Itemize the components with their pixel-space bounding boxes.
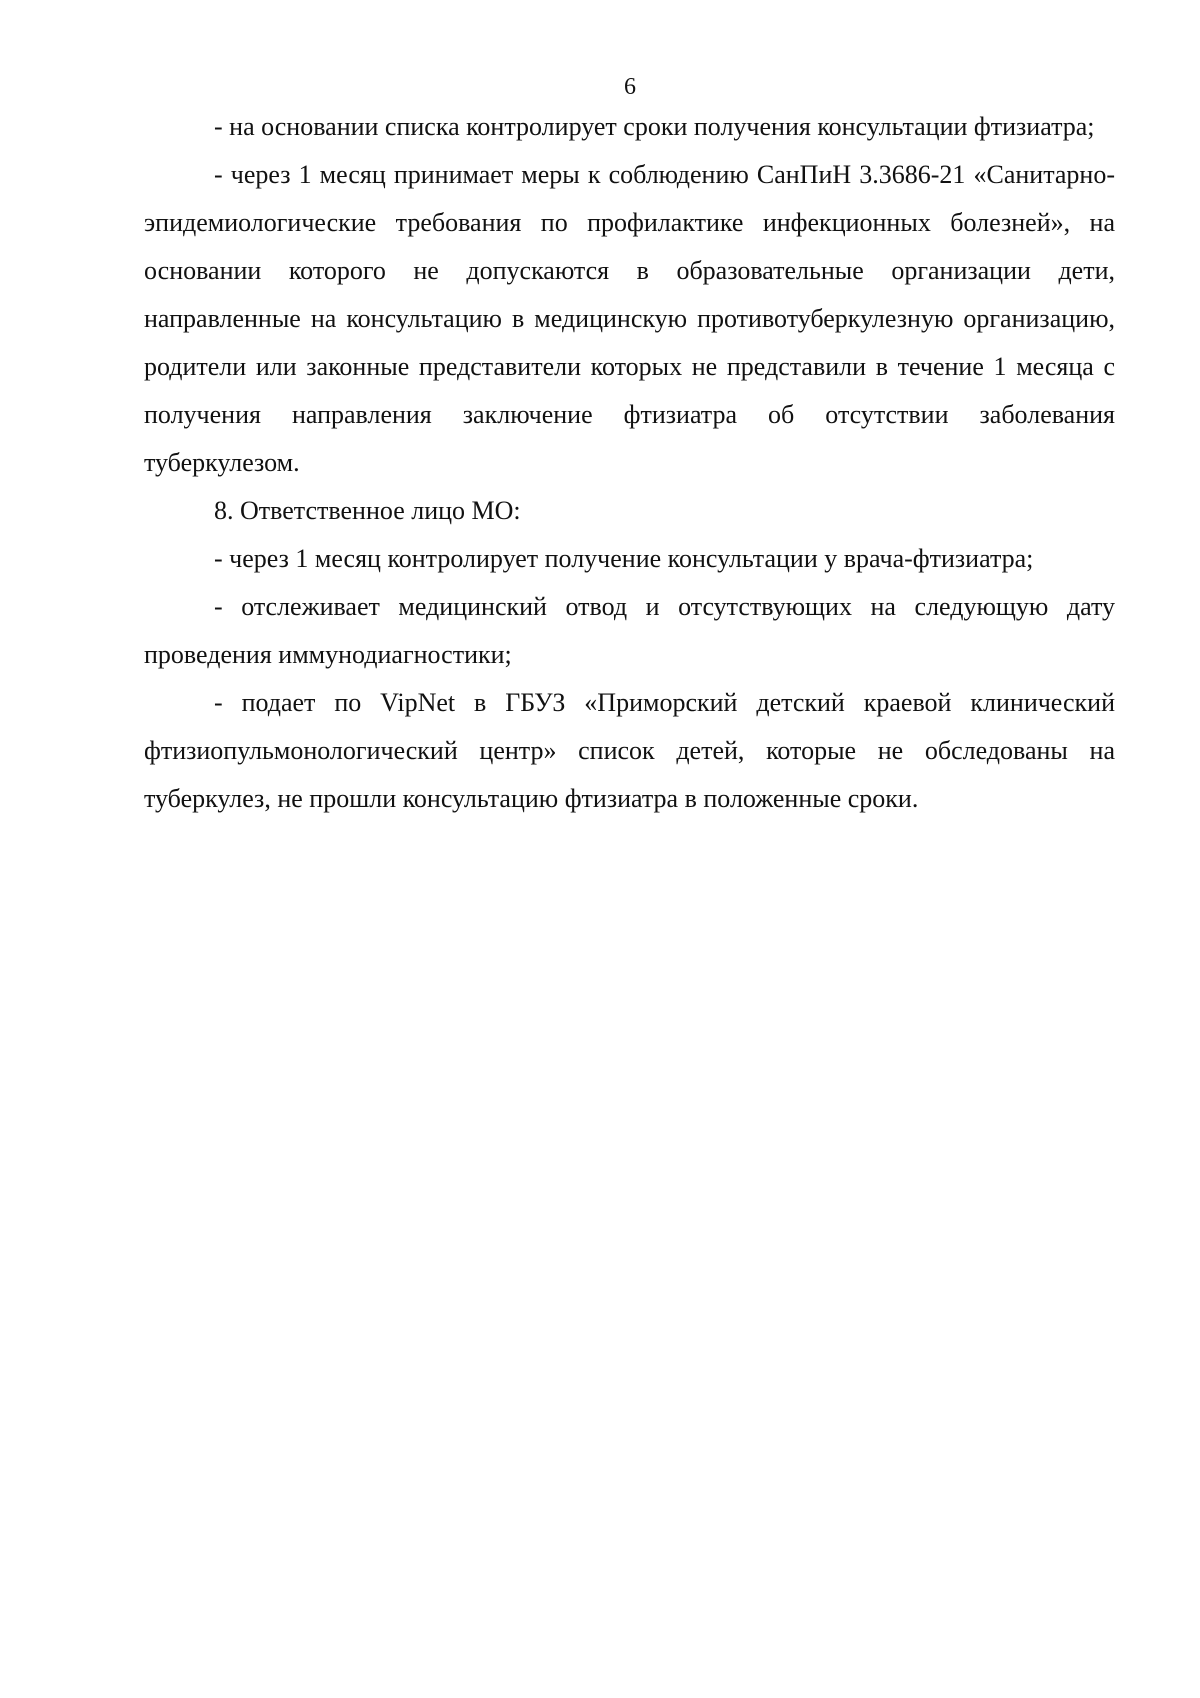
paragraph-responsible-person-heading: 8. Ответственное лицо МО: [214,496,521,525]
document-body [144,103,1115,823]
paragraph-vipnet-report: - подает по VipNet в ГБУЗ «Приморский детский краевой клинический фтизиопульмонологический центр» список детей, которые не обследованы на туберкулез, не прошли консультацию фтизиатра в положенные сроки. [144,688,1115,813]
paragraph-sanpin-measures: - через 1 месяц принимает меры к соблюдению СанПиН 3.3686-21 «Санитарно-эпидемиологические требования по профилактике инфекционных болезней», на основании которого не допускаются в образовательные организации дети, направленные на консультацию в медицинскую противотуберкулезную организацию, родители или законные представители которых не представили в течение 1 месяца с получения направления заключение фтизиатра об отсутствии заболевания туберкулезом. [144,160,1115,477]
paragraph-consultation-deadlines: - на основании списка контролирует сроки получения консультации фтизиатра; [214,112,1095,141]
page-number: 6 [624,74,636,100]
paragraph-control-consultation: - через 1 месяц контролирует получение консультации у врача-фтизиатра; [214,544,1034,573]
paragraph-medical-exemption: - отслеживает медицинский отвод и отсутствующих на следующую дату проведения иммунодиагностики; [144,592,1115,669]
